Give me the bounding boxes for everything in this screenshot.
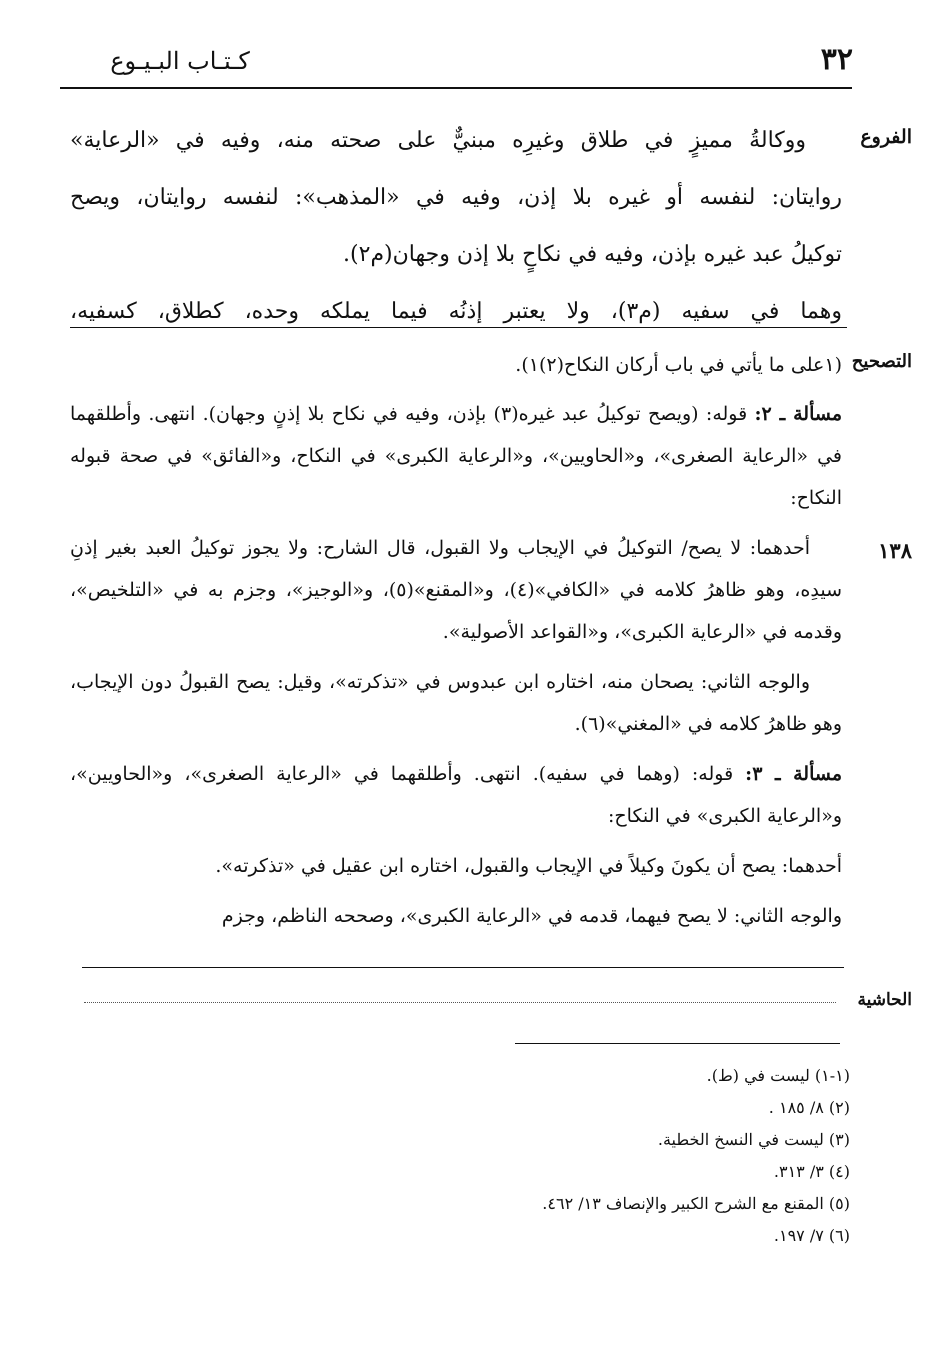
masala-3-text: قوله: (وهما في سفيه). انتهى. وأطلقهما في «الرعاية الصغرى»، و«الحاويين»، و«الرعاية الكبرى» في النكاح: — [70, 763, 842, 827]
masala-2-second-opinion: والوجه الثاني: يصحان منه، اختاره ابن عبدوس في «تذكرته»، وقيل: يصح القبولُ دون الإيجاب، وهو ظاهرُ كلامه في «المغني»(٦). — [70, 671, 842, 735]
section-label-hashiya: الحاشية — [857, 990, 912, 1010]
section-divider-bottom — [82, 967, 844, 968]
tashih-text-block — [70, 345, 842, 945]
furu-line: روايتان: لنفسه أو غيره بلا إذن، وفيه في «المذهب»: لنفسه روايتان، ويصح — [70, 185, 842, 210]
footnote-item: (٦) ٧/ ١٩٧. — [773, 1226, 850, 1245]
hashiya-dotted-line — [84, 1002, 836, 1003]
running-title: كـتـاب البـيـوع — [110, 47, 250, 75]
masala-3-first-opinion: أحدهما: يصح أن يكونَ وكيلاً في الإيجاب والقبول، اختاره ابن عقيل في «تذكرته». — [215, 855, 842, 877]
footnotes — [300, 1060, 850, 1260]
footnote-item: (٣) ليست في النسخ الخطية. — [657, 1130, 850, 1149]
footnote-item: (٢) ٨/ ١٨٥ . — [768, 1098, 850, 1117]
header-rule — [60, 87, 852, 89]
masala-3-paragraph — [70, 753, 842, 837]
footnote-rule — [515, 1043, 840, 1044]
masala-3-label: مسألة ـ ٣: — [745, 763, 842, 785]
furu-text-block — [70, 112, 842, 322]
paragraph-number: ١٣٨ — [878, 538, 912, 563]
furu-line: ووكالةُ مميزٍ في طلاق وغيرِه مبنيٌّ على صحته منه، وفيه في «الرعاية» — [70, 128, 806, 153]
section-divider — [70, 327, 847, 328]
masala-2-label: مسألة ـ ٢: — [754, 403, 842, 425]
footnote-item: (٥) المقنع مع الشرح الكبير والإنصاف ١٣/ ٤٦٢. — [542, 1194, 850, 1213]
furu-line: توكيلُ عبد غيره بإذن، وفيه في نكاحٍ بلا إذن وجهان(م٢). — [343, 242, 842, 267]
furu-line: وهما في سفيه (م٣)، ولا يعتبر إذنُه فيما يملكه وحده، كطلاق، كسفيه، — [70, 299, 842, 324]
footnote-item: (٤) ٣/ ٣١٣. — [773, 1162, 850, 1181]
masala-3-second-opinion: والوجه الثاني: لا يصح فيهما، قدمه في «الرعاية الكبرى»، وصححه الناظم، وجزم — [221, 905, 842, 927]
page-number: ٣٢ — [820, 42, 853, 77]
footnote-item: (١-١) ليست في (ط). — [706, 1066, 850, 1085]
section-label-furu: الفروع — [860, 126, 912, 148]
tashih-intro: (١على ما يأتي في باب أركان النكاح(٢)١). — [515, 354, 842, 376]
section-label-tashih: التصحيح — [851, 351, 912, 372]
masala-2-text: قوله: (ويصح توكيلُ عبد غيره(٣) بإذن، وفيه في نكاح بلا إذنٍ وجهان). انتهى. وأطلقهما في «الرعاية الصغرى»، و«الحاويين»، و«الرعاية الكبرى» في النكاح، و«الفائق» في صحة قبوله النكاح: — [70, 403, 842, 509]
masala-2-first-opinion: أحدهما: لا يصح/ التوكيلُ في الإيجاب ولا القبول، قال الشارح: ولا يجوز توكيلُ العبد بغير إذنِ سيدِه، وهو ظاهرُ كلامه في «الكافي»(٤)، و«المقنع»(٥)، و«الوجيز»، وجزم به في «التلخيص»، وقدمه في «الرعاية الكبرى»، و«القواعد الأصولية». — [70, 537, 842, 643]
footnote-list — [300, 1060, 850, 1252]
masala-2-paragraph — [70, 393, 842, 519]
